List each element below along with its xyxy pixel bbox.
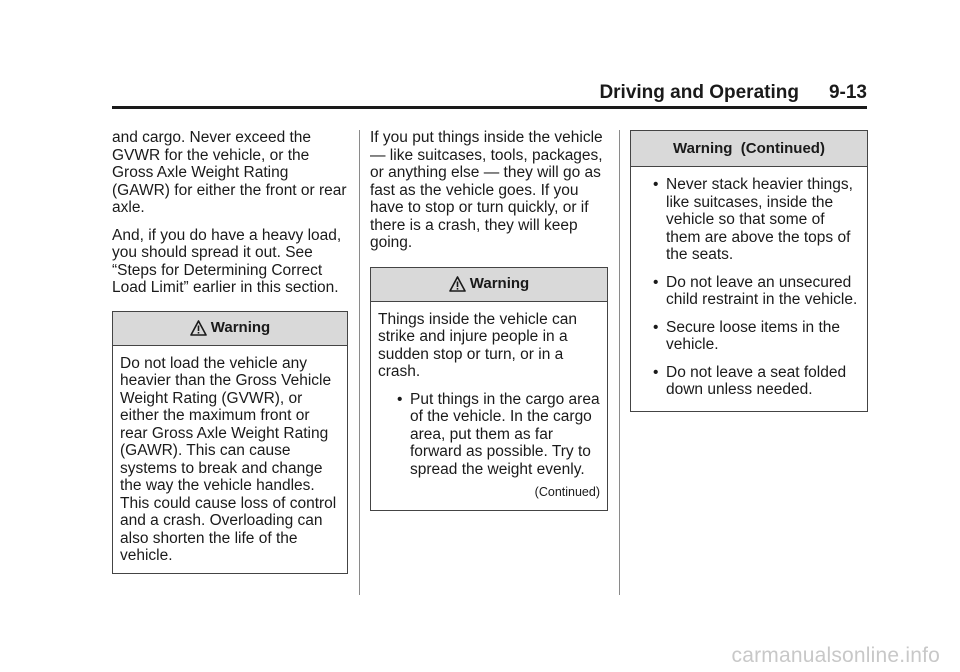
bullet-icon: • [653,273,659,291]
list-item-text: Never stack heavier things, like suitcases, inside the vehicle so that some of them are above the tops of the seats. [666,176,853,263]
list-item [648,364,860,399]
bullet-icon: • [653,363,659,381]
warning-body [631,167,867,411]
bullet-list [638,176,860,399]
warning-title: Warning [469,275,530,293]
list-item [392,391,600,479]
warning-header [631,131,867,167]
paragraph: If you put things inside the vehicle — like suitcases, tools, packages, or anything else — they will go as fast as the vehicle goes. If you have to stop or turn quickly, or if there is a crash, they will keep going. [370,129,603,251]
list-item-text: Put things in the cargo area of the vehicle. In the cargo area, put them as far forward as possible. Try to spread the weight evenly. [410,390,600,478]
warning-body [371,302,607,510]
list-item [648,176,860,264]
warning-body [113,346,347,573]
continued-note: (Continued) [534,485,600,499]
bullet-icon: • [397,390,403,408]
watermark: carmanualsonline.info [731,644,940,667]
list-item-text: Do not leave a seat folded down unless needed. [666,363,847,398]
warning-box [370,267,608,511]
column-1 [112,129,348,574]
list-item-text: Secure loose items in the vehicle. [666,318,841,353]
bullet-icon: • [653,176,659,193]
section-title: Driving and Operating [599,82,799,103]
list-item [648,274,860,309]
bullet-list [378,391,600,479]
column-2 [370,129,608,511]
warning-triangle-icon [449,276,466,292]
warning-title: Warning (Continued) [673,139,825,157]
warning-text: Do not load the vehicle any heavier than the Gross Vehicle Weight Rating (GVWR), or either the maximum front or rear Gross Axle Weight Rating (GAWR). This can cause systems to break and change the way the vehicle handles. This could cause loss of control and a crash. Overloading can also shorten the life of the vehicle. [120,354,337,564]
bullet-icon: • [653,318,659,336]
header-rule [112,106,867,109]
column-divider [619,130,620,595]
paragraph: And, if you do have a heavy load, you should spread it out. See “Steps for Determining Correct Load Limit” earlier in this section. [112,226,342,296]
paragraph: and cargo. Never exceed the GVWR for the vehicle, or the Gross Axle Weight Rating (GAWR) for either the front or rear axle. [112,129,347,216]
list-item [648,319,860,354]
warning-triangle-icon [190,320,207,336]
warning-text: Things inside the vehicle can strike and injure people in a sudden stop or turn, or in a crash. [378,310,578,380]
warning-box [112,311,348,574]
column-3 [630,130,868,412]
page-header [112,82,867,104]
page-number: 9-13 [828,82,867,103]
warning-title: Warning [210,319,271,337]
column-divider [359,130,360,595]
list-item-text: Do not leave an unsecured child restraint in the vehicle. [666,273,858,308]
warning-header [113,312,347,346]
warning-box [630,130,868,412]
warning-header [371,268,607,302]
